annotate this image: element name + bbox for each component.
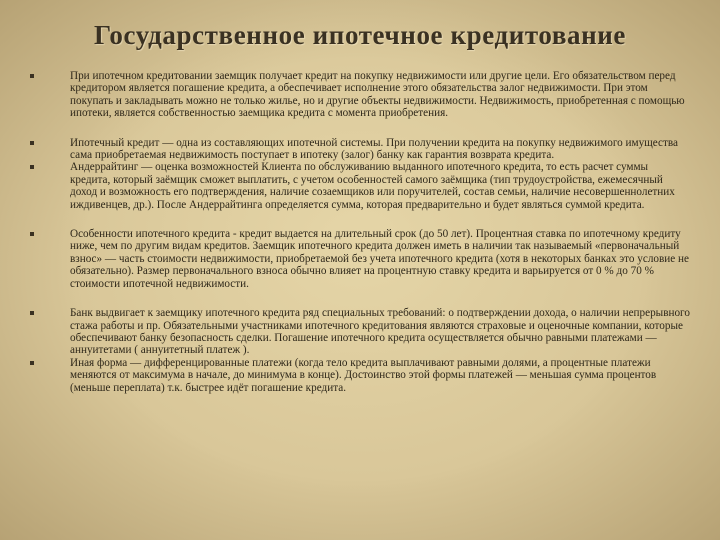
bullet-text-1: При ипотечном кредитовании заемщик получает кредит на покупку недвижимости или другие цели. Его обязательством перед кредитором является погашение кредита, а обеспечивает исполнение этого обязательства залог недвижимости. При этом покупать и закладывать можно не только жилье, но и другие объекты недвижимости. Недвижимость, приобретенная с помощью ипотеки, является собственностью заемщика кредита с момента приобретения. (70, 70, 685, 120)
bullet-marker-icon (30, 311, 34, 315)
bullet-item-3 (30, 161, 690, 211)
bullet-marker-icon (30, 361, 34, 365)
bullet-text-4: Особенности ипотечного кредита - кредит выдается на длительный срок (до 50 лет). Процентная ставка по ипотечному кредиту ниже, чем по другим видам кредитов. Заемщик ипотечного кредита должен иметь в наличии так называемый «первоначальный взнос» — часть стоимости недвижимости, приобретаемой без учета ипотечного кредита (хотя в некоторых банках это условие не обязательно). Размер первоначального взноса обычно влияет на процентную ставку кредита и варьируется от 0 % до 70 % стоимости ипотечной недвижимости. (70, 228, 690, 290)
bullet-item-4 (30, 228, 690, 290)
bullet-text-6: Иная форма — дифференцированные платежи (когда тело кредита выплачивают равными долями, а процентные платежи меняются от максимума в начале, до минимума в конце). Достоинство этой формы платежей — меньшая сумма процентов (меньше переплата) т.к. быстрее идёт погашение кредита. (70, 356, 657, 394)
bullet-item-5 (30, 307, 690, 357)
bullet-list (30, 70, 690, 394)
slide-title: Государственное ипотечное кредитование (93, 20, 627, 50)
bullet-marker-icon (30, 141, 34, 145)
bullet-text-5: Банк выдвигает к заемщику ипотечного кредита ряд специальных требований: о подтверждении дохода, о наличии непрерывного стажа работы и пр. Обязательными участниками ипотечного кредитования являются страховые и оценочные компании, которые обеспечивают банку безопасность сделки. Погашение ипотечного кредита осуществляется обычно равными платежами — аннуитетами ( аннуитетный платеж ). (70, 307, 690, 357)
bullet-text-2: Ипотечный кредит — одна из составляющих ипотечной системы. При получении кредита на покупку недвижимого имущества сама приобретаемая недвижимость поступает в ипотеку (залог) банку как гарантия возврата кредита. (70, 136, 678, 162)
bullet-marker-icon (30, 232, 34, 236)
bullet-text-3: Андеррайтинг — оценка возможностей Клиента по обслуживанию выданного ипотечного кредита, то есть расчет суммы кредита, который заёмщик сможет выплатить, с учетом особенностей самого заёмщика (тип трудоустройства, ежемесячный доход и возможность его подтверждения, наличие созаемщиков или поручителей, состав семьи, наличие несовершеннолетних иждивенцев, др.). После Андеррайтинга определяется сумма, которая предварительно и будет являться суммой кредита. (70, 161, 675, 211)
bullet-marker-icon (30, 165, 34, 169)
bullet-marker-icon (30, 74, 34, 78)
bullet-item-1 (30, 70, 690, 120)
bullet-item-2 (30, 137, 690, 162)
bullet-item-6 (30, 357, 690, 394)
